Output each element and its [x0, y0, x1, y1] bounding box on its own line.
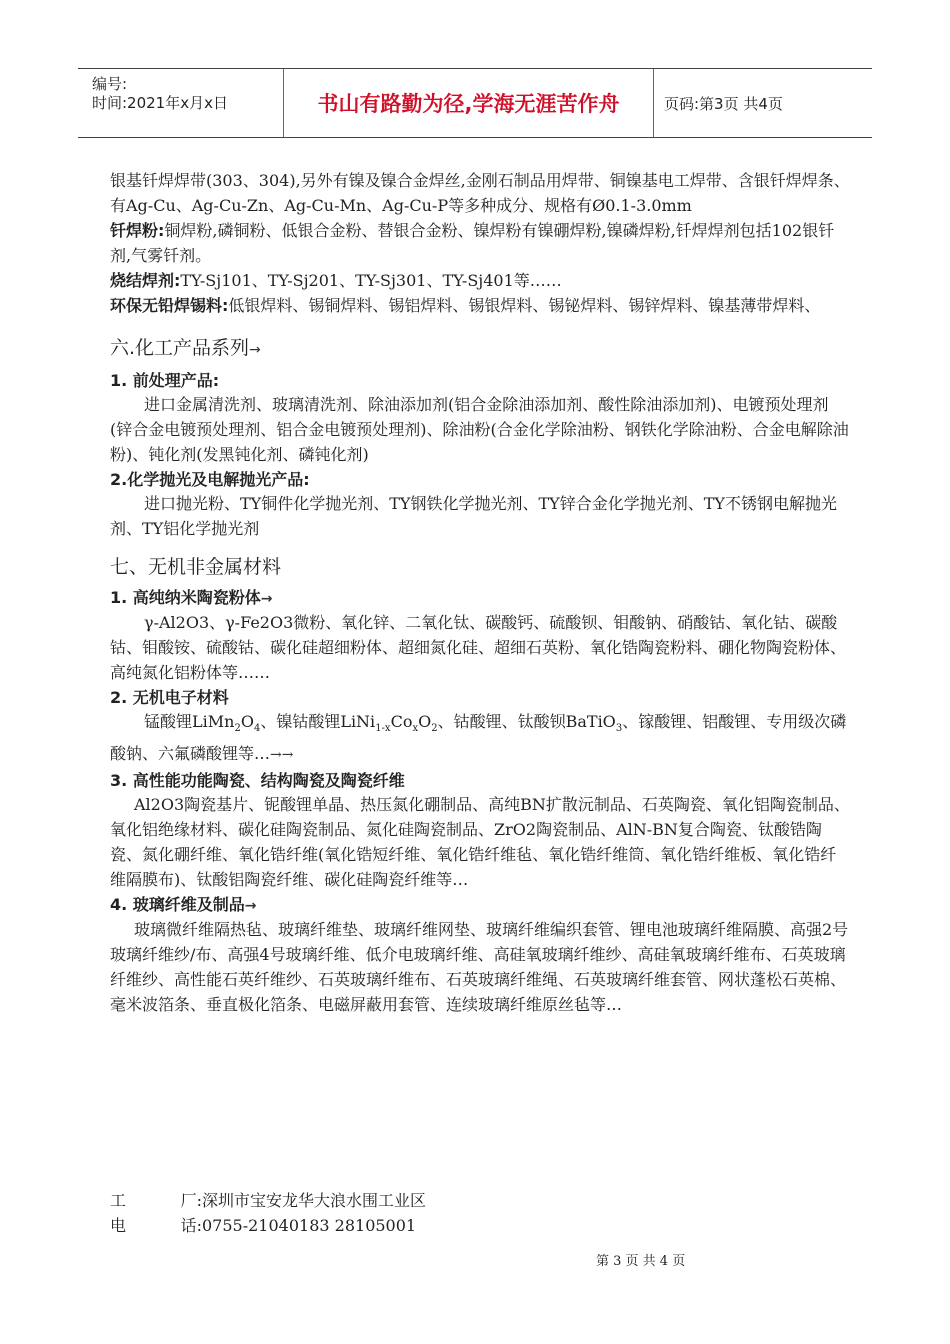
formula-sub: 1-x: [375, 723, 391, 735]
paragraph-lead-free-solder: [110, 293, 850, 318]
factory-label: [110, 1188, 202, 1213]
formula-part: 、镓酸锂、铝酸锂、专用级次磷酸钠、六氟磷酸锂等…: [110, 712, 847, 764]
sintering-flux-text: TY-Sj101、TY-Sj201、TY-Sj301、TY-Sj401等……: [180, 271, 562, 290]
document-body: [110, 168, 850, 1017]
section-6-2-heading: 2.化学抛光及电解抛光产品:: [110, 470, 310, 489]
doc-number-label: 编号:: [92, 75, 128, 93]
arrow-mark-icon: →: [260, 591, 273, 607]
factory-row: [110, 1188, 426, 1213]
section-6-2-text: 进口抛光粉、TY铜件化学抛光剂、TY钢铁化学抛光剂、TY锌合金化学抛光剂、TY不锈钢电解抛光剂、TY铝化学抛光剂: [110, 494, 837, 538]
paragraph-brazing-powder: [110, 218, 850, 268]
formula-part: 锰酸锂LiMn: [144, 712, 235, 731]
formula-sub: 3: [615, 723, 623, 735]
section-7-3-text: Al2O3陶瓷基片、铌酸锂单晶、热压氮化硼制品、高纯BN扩散沅制品、石英陶瓷、氧化铝陶瓷制品、氧化铝绝缘材料、碳化硅陶瓷制品、氮化硅陶瓷制品、ZrO2陶瓷制品、AlN-BN复合陶瓷、钛酸锆陶瓷、氮化硼纤维、氧化锆纤维(氧化锆短纤维、氧化锆纤维毡、氧化锆纤维筒、氧化锆纤维板、氧化锆纤维隔膜布)、钛酸铝陶瓷纤维、碳化硅陶瓷纤维等…: [110, 795, 850, 890]
sintering-flux-lead: 烧结焊剂:: [110, 271, 181, 290]
brazing-powder-lead: 钎焊粉:: [110, 221, 165, 240]
paragraph-sintering-flux: [110, 268, 850, 293]
header-table: [78, 68, 872, 138]
formula-sub: 2: [234, 723, 241, 735]
lead-free-solder-lead: 环保无铅焊锡料:: [110, 296, 229, 315]
factory-address: 深圳市宝安龙华大浪水围工业区: [202, 1191, 427, 1210]
lead-free-solder-text: 低银焊料、锡铜焊料、锡铝焊料、锡银焊料、锡铋焊料、锡锌焊料、镍基薄带焊料、: [228, 296, 821, 315]
page-footer: 第 3 页 共 4 页: [596, 1254, 686, 1269]
section-7-2-text: [110, 709, 850, 768]
section-6-heading: [110, 334, 850, 364]
section-7-1-text: γ-Al2O3、γ-Fe2O3微粉、氧化锌、二氧化钛、碳酸钙、硫酸钡、钼酸钠、硝酸钴、氧化钴、碳酸钴、钼酸铵、硫酸钴、碳化硅超细粉体、超细氮化硅、超细石英粉、氧化锆陶瓷粉料、硼化物陶瓷粉体、高纯氮化铝粉体等……: [110, 613, 847, 682]
formula-part: Co: [390, 712, 413, 731]
section-7-1-heading: [110, 587, 850, 610]
section-7-1-title: 1. 高纯纳米陶瓷粉体: [110, 588, 261, 607]
section-7-3-heading: 3. 高性能功能陶瓷、结构陶瓷及陶瓷纤维: [110, 771, 405, 791]
formula-part: 、镍钴酸锂LiNi: [260, 712, 376, 731]
factory-label-char: 厂:: [180, 1191, 202, 1210]
section-7-heading: 七、无机非金属材料: [110, 556, 282, 578]
arrow-mark-icon: →→: [270, 747, 294, 764]
factory-label-char: 工: [110, 1191, 127, 1210]
arrow-mark-icon: →: [249, 342, 261, 358]
header-left-cell: [78, 69, 284, 137]
phone-label: [110, 1213, 202, 1238]
section-6-1-text: 进口金属清洗剂、玻璃清洗剂、除油添加剂(铝合金除油添加剂、酸性除油添加剂)、电镀预处理剂(锌合金电镀预处理剂、铝合金电镀预处理剂)、除油粉(合金化学除油粉、钢铁化学除油粉、合金电解除油粉)、钝化剂(发黑钝化剂、磷钝化剂): [110, 395, 849, 464]
section-7-4-text: 玻璃微纤维隔热毡、玻璃纤维垫、玻璃纤维网垫、玻璃纤维编织套管、锂电池玻璃纤维隔膜、高强2号玻璃纤维纱/布、高强4号玻璃纤维、低介电玻璃纤维、高硅氧玻璃纤维纱、高硅氧玻璃纤维布、石英玻璃纤维纱、高性能石英纤维纱、石英玻璃纤维布、石英玻璃纤维绳、石英玻璃纤维套管、网状蓬松石英棉、毫米波箔条、垂直极化箔条、电磁屏蔽用套管、连续玻璃纤维原丝毡等…: [110, 920, 849, 1015]
formula-sub: x: [412, 723, 419, 735]
formula-sub: 2: [431, 723, 438, 735]
section-6-1-heading: 1. 前处理产品:: [110, 371, 220, 390]
section-7-2-heading: 2. 无机电子材料: [110, 688, 229, 707]
header-page-label: 页码:第3页 共4页: [664, 94, 783, 113]
phone-label-char: 电: [110, 1216, 127, 1235]
paragraph-silver-solder: 银基钎焊焊带(303、304),另外有镍及镍合金焊丝,金刚石制品用焊带、铜镍基电工焊带、含银钎焊焊条、有Ag-Cu、Ag-Cu-Zn、Ag-Cu-Mn、Ag-Cu-P等多种成分、规格有Ø0.1-3.0mm: [110, 171, 850, 215]
phone-label-char: 话:: [180, 1216, 202, 1235]
formula-part: 、钴酸锂、钛酸钡BaTiO: [437, 712, 616, 731]
formula-part: O: [418, 712, 432, 731]
doc-time-label: 时间:2021年x月x日: [92, 94, 228, 112]
section-7-4-heading: [110, 894, 850, 917]
contact-info: [110, 1188, 426, 1238]
formula-sub: 4: [253, 723, 261, 735]
formula-part: O: [240, 712, 254, 731]
arrow-mark-icon: →: [244, 898, 257, 915]
section-7-4-title: 4. 玻璃纤维及制品: [110, 895, 245, 915]
brazing-powder-text: 铜焊粉,磷铜粉、低银合金粉、替银合金粉、镍焊粉有镍硼焊粉,镍磷焊粉,钎焊焊剂包括102银钎剂,气雾钎剂。: [110, 221, 835, 265]
phone-row: [110, 1213, 426, 1238]
section-6-title: 六.化工产品系列: [110, 337, 250, 359]
header-motto: 书山有路勤为径,学海无涯苦作舟: [284, 69, 654, 137]
phone-number: 0755-21040183 28105001: [202, 1216, 417, 1235]
